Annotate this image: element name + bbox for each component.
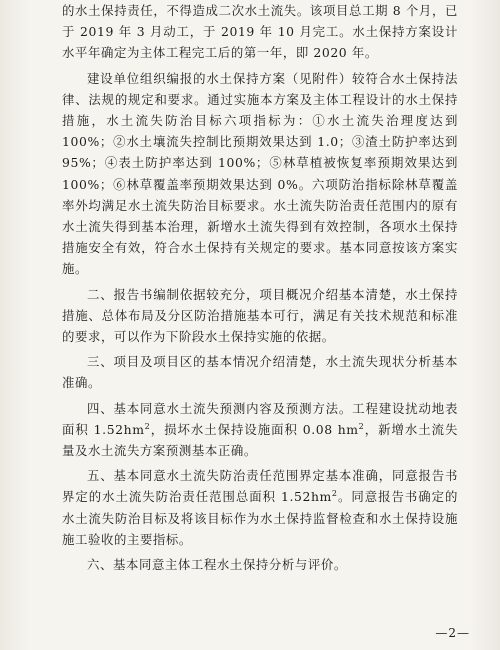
paragraph-5-text-c: ，新增水土流失量及水土流失方案预测基本正确。 xyxy=(62,421,458,459)
paragraph-6-text-b: 。同意报告书确定的水土流失防治目标及将该目标作为水土保持监督检查和水土保持设施施工验收的主要指标。 xyxy=(62,489,458,547)
paragraph-6-text-a: 五、基本同意水土流失防治责任范围界定基本准确，同意报告书界定的水土流失防治责任范围总面积 1.52hm xyxy=(62,468,458,505)
superscript-2: 2 xyxy=(331,489,338,499)
paragraph-5 xyxy=(62,398,458,462)
paragraph-5-text-a: 四、基本同意水土流失预测内容及预测方法。工程建设扰动地表面积 1.52hm xyxy=(62,400,458,437)
paragraph-5-text-b: ，损坏水土保持设施面积 0.08 hm xyxy=(150,421,359,437)
paragraph-3: 二、报告书编制依据较充分，项目概况介绍基本清楚，水土保持措施、总体布局及分区防治措施基本可行，满足有关技术规范和标准的要求，可以作为下阶段水土保持实施的依据。 xyxy=(62,286,458,345)
paragraph-2: 建设单位组织编报的水土保持方案（见附件）较符合水土保持法律、法规的规定和要求。通过实施本方案及主体工程设计的水土保持措施，水土流失防治目标六项指标为：①水土流失治理度达到 100%；②水土壤流失控制比预期效果达到 1.0；③渣土防护率达到 95%；④表土防护率达到 100%；⑤林草植被恢复率预期效果达到 100%；⑥林草覆盖率预期效果达到 0%。六项防治指标除林草覆盖率外均满足水土流失防治目标要求。水土流失防治责任范围内的原有水土流失得到基本治理，新增水土流失得到有效控制，各项水土保持措施安全有效，符合水土保持有关规定的要求。基本同意按该方案实施。 xyxy=(62,70,458,277)
paragraph-7: 六、基本同意主体工程水土保持分析与评价。 xyxy=(87,557,347,573)
paragraph-4: 三、项目及项目区的基本情况介绍清楚，水土流失现状分析基本准确。 xyxy=(62,354,458,391)
paragraph-1: 的水土保持责任，不得造成二次水土流失。该项目总工期 8 个月，已于 2019 年 3 月动工，于 2019 年 10 月完工。水土保持方案设计水平年确定为主体工程完工后的第一年，即 2020 年。 xyxy=(62,3,458,61)
page-number: —2— xyxy=(435,626,470,640)
superscript-2: 2 xyxy=(358,421,365,431)
paragraph-6 xyxy=(62,465,458,550)
superscript-2: 2 xyxy=(144,421,151,431)
